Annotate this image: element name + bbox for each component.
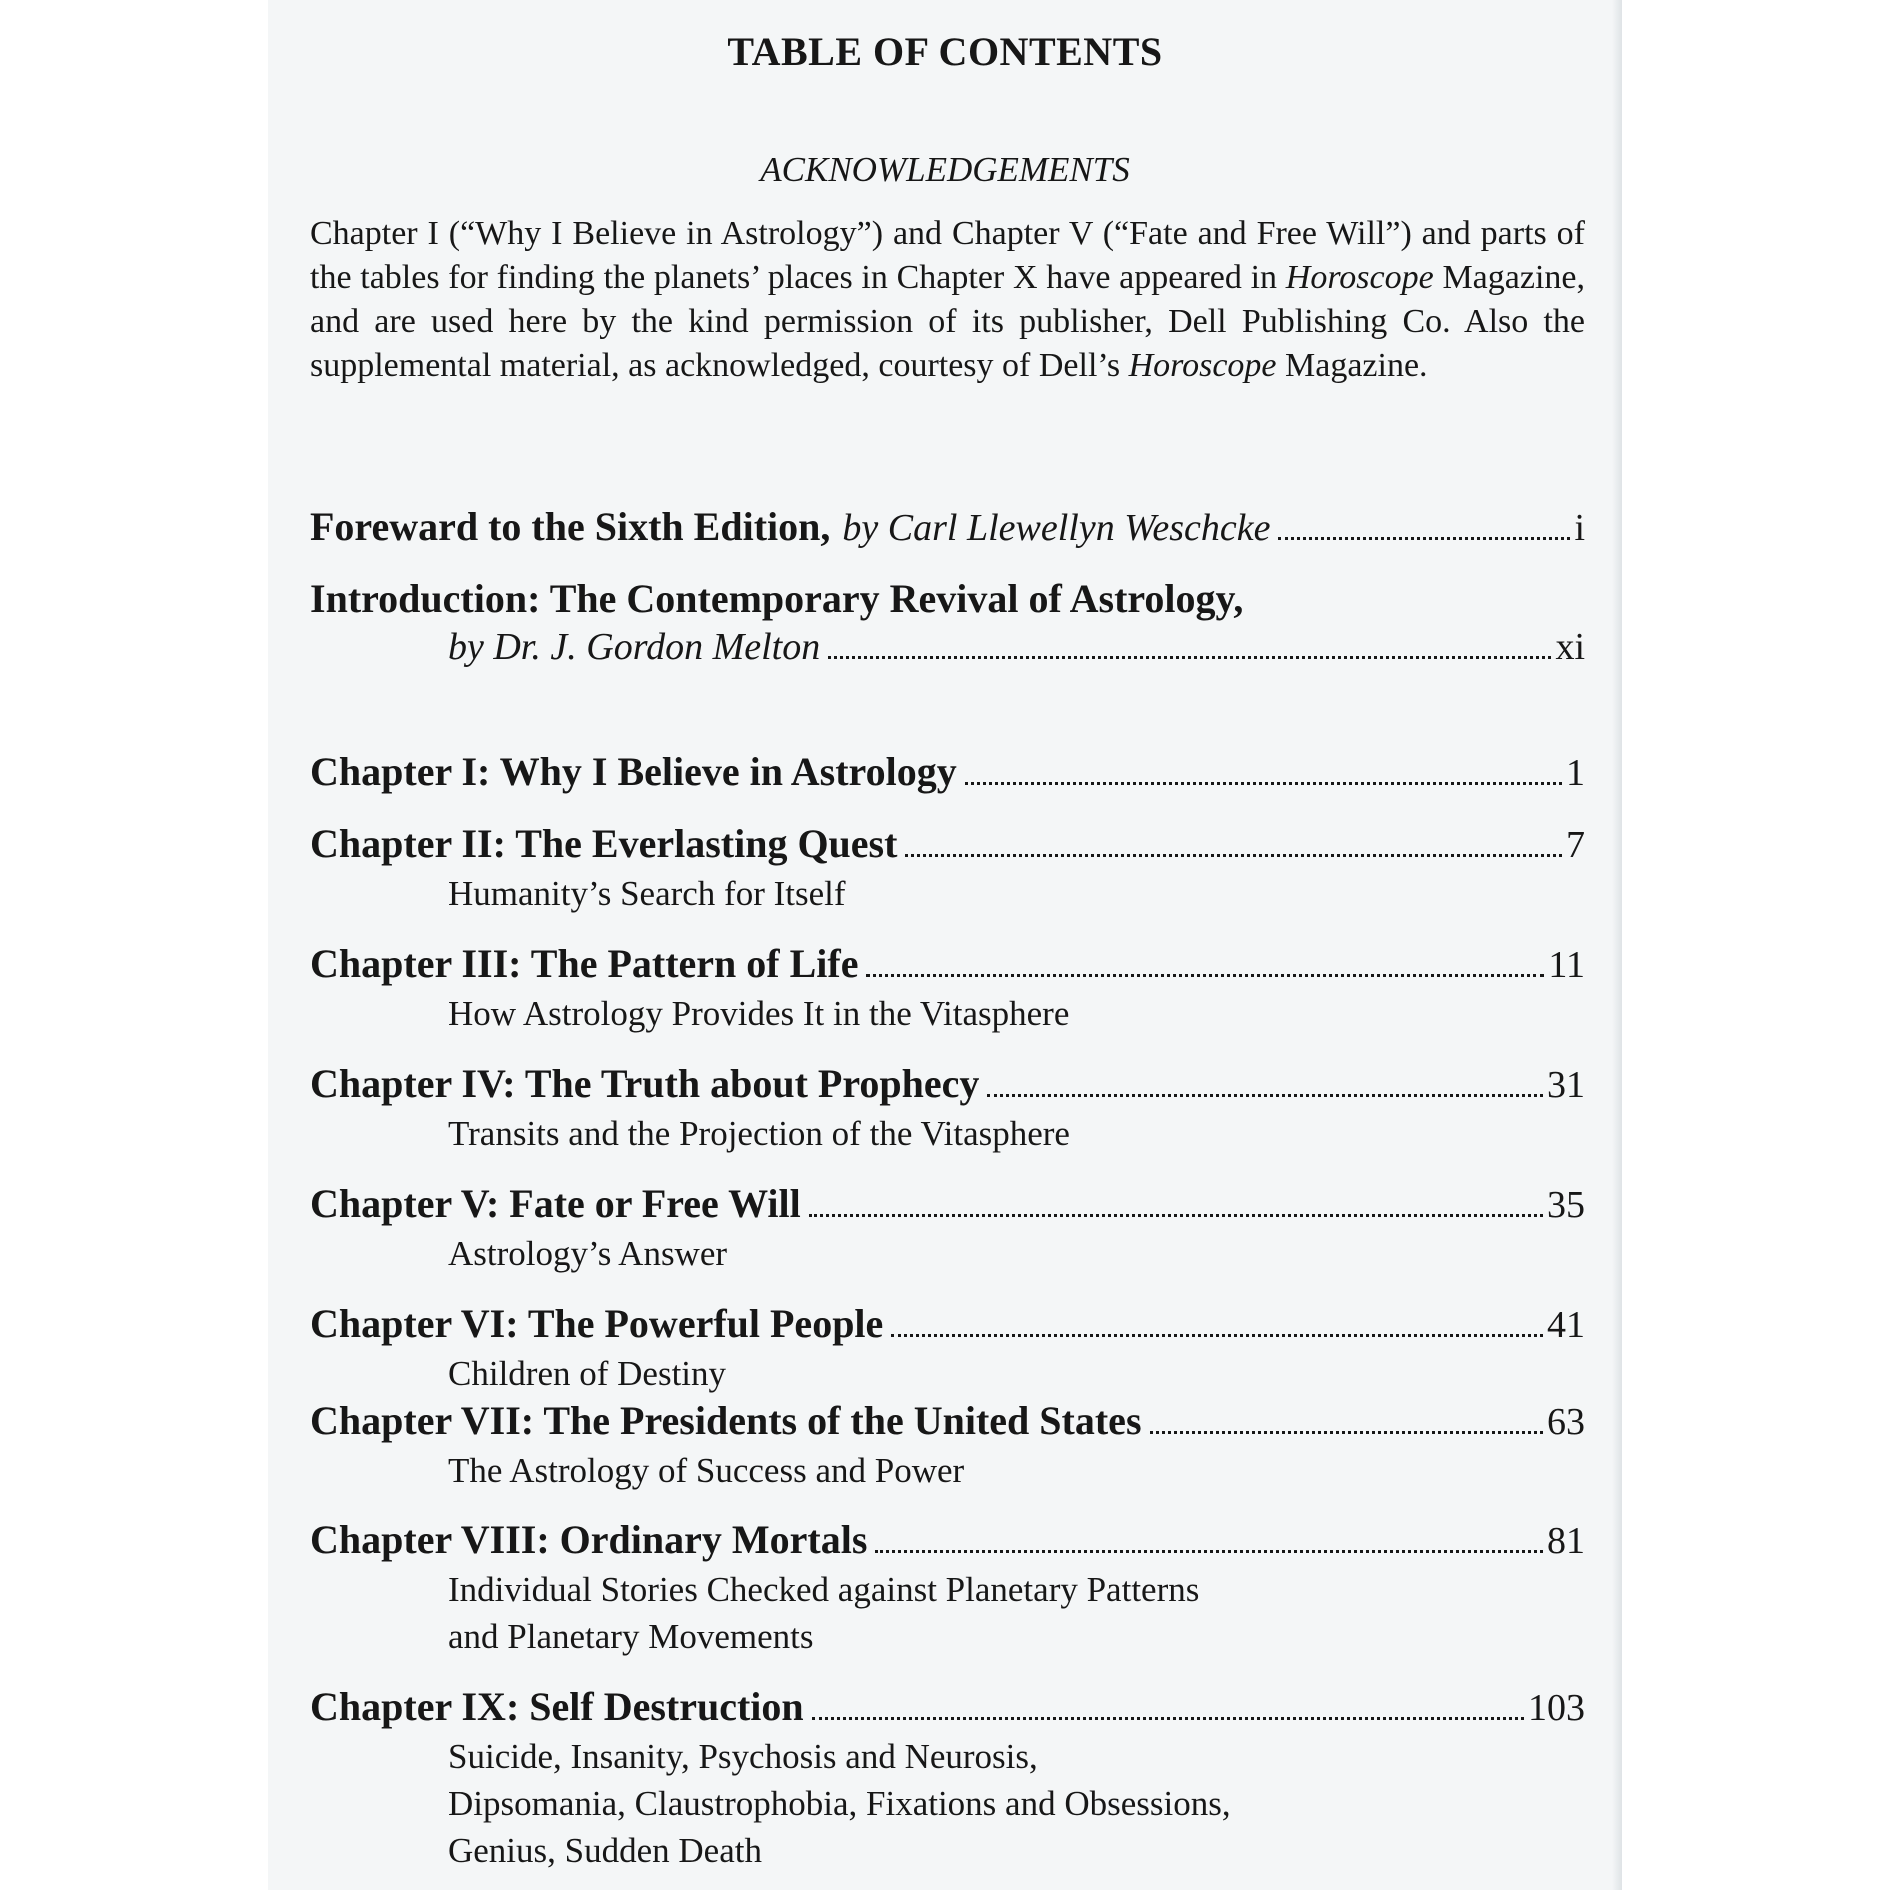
chapter-title: Chapter I: Why I Believe in Astrology [310, 749, 957, 794]
toc-entry-chapter-2 [310, 820, 1585, 917]
chapter-title: Chapter II: The Everlasting Quest [310, 821, 898, 866]
toc-entry-chapter-7 [310, 1397, 1585, 1494]
dot-leader [905, 854, 1562, 857]
entry-title: Foreward to the Sixth Edition, [310, 504, 831, 549]
book-page [268, 0, 1622, 1890]
ack-italic-horoscope-1: Horoscope [1285, 259, 1434, 296]
ack-italic-horoscope-2: Horoscope [1128, 347, 1277, 384]
chapter-title: Chapter VII: The Presidents of the United States [310, 1398, 1142, 1443]
ack-text-part-2: Magazine, and are used here by the kind permission of its publisher, Dell Publishing Co. Also the supplemental material, as acknowledged, courtesy of Dell’s [310, 259, 1585, 384]
chapter-title: Chapter VI: The Powerful People [310, 1301, 884, 1346]
chapter-subtitle: Transits and the Projection of the Vitasphere [448, 1114, 1070, 1153]
dot-leader [1278, 537, 1570, 540]
entry-page-number: xi [1555, 626, 1585, 668]
dot-leader [828, 656, 1551, 659]
dot-leader [891, 1334, 1543, 1337]
chapter-page-number: 31 [1547, 1064, 1585, 1106]
dot-leader [875, 1550, 1543, 1553]
entry-page-number: i [1574, 507, 1585, 549]
entry-author: by Dr. J. Gordon Melton [448, 626, 821, 668]
chapter-page-number: 63 [1547, 1401, 1585, 1443]
dot-leader [987, 1094, 1543, 1097]
chapter-page-number: 7 [1566, 824, 1585, 866]
toc-entry-chapter-1 [310, 748, 1585, 798]
chapter-subtitle: Astrology’s Answer [448, 1234, 728, 1273]
chapter-subtitle-line-2: and Planetary Movements [448, 1617, 814, 1656]
dot-leader [965, 782, 1562, 785]
entry-title: Introduction: The Contemporary Revival of Astrology, [310, 576, 1244, 621]
chapter-subtitle: Children of Destiny [448, 1354, 727, 1393]
toc-entry-chapter-9 [310, 1683, 1585, 1874]
chapter-subtitle-line-1: Suicide, Insanity, Psychosis and Neurosis, [448, 1737, 1038, 1776]
toc-entry-chapter-4 [310, 1060, 1585, 1157]
chapter-subtitle: The Astrology of Success and Power [448, 1451, 965, 1490]
chapter-title: Chapter VIII: Ordinary Mortals [310, 1517, 868, 1562]
entry-author: by Carl Llewellyn Weschcke [842, 507, 1271, 549]
dot-leader [866, 974, 1544, 977]
chapter-subtitle-line-3: Genius, Sudden Death [448, 1831, 762, 1870]
toc-entry-chapter-6 [310, 1300, 1585, 1397]
chapter-page-number: 35 [1547, 1184, 1585, 1226]
chapter-subtitle: How Astrology Provides It in the Vitasphere [448, 994, 1070, 1033]
chapter-page-number: 81 [1547, 1520, 1585, 1562]
chapter-page-number: 11 [1548, 944, 1585, 986]
chapter-subtitle: Humanity’s Search for Itself [448, 874, 846, 913]
toc-entry-chapter-5 [310, 1180, 1585, 1277]
chapter-title: Chapter IV: The Truth about Prophecy [310, 1061, 980, 1106]
ack-text-part-1: Chapter I (“Why I Believe in Astrology”) and Chapter V (“Fate and Free Will”) and parts of the tables for finding the planets’ places in Chapter X have appeared in [310, 215, 1585, 296]
toc-entry-chapter-3 [310, 940, 1585, 1037]
acknowledgements-heading: ACKNOWLEDGEMENTS [760, 150, 1130, 189]
chapter-page-number: 1 [1566, 752, 1585, 794]
chapter-subtitle-line-2: Dipsomania, Claustrophobia, Fixations and Obsessions, [448, 1784, 1231, 1823]
toc-entry-chapter-8 [310, 1516, 1585, 1660]
toc-entry-foreword [310, 503, 1585, 553]
chapter-subtitle-line-1: Individual Stories Checked against Planetary Patterns [448, 1570, 1200, 1609]
ack-text-part-3: Magazine. [1276, 347, 1428, 384]
chapter-title: Chapter III: The Pattern of Life [310, 941, 859, 986]
page-title: TABLE OF CONTENTS [727, 29, 1163, 74]
chapter-title: Chapter IX: Self Destruction [310, 1684, 804, 1729]
dot-leader [812, 1717, 1524, 1720]
toc-entry-introduction [310, 575, 1585, 675]
dot-leader [1150, 1431, 1543, 1434]
chapter-page-number: 103 [1528, 1687, 1585, 1729]
page-edge-shadow-right [1612, 0, 1622, 1890]
dot-leader [809, 1214, 1543, 1217]
chapter-page-number: 41 [1547, 1304, 1585, 1346]
acknowledgements-text [310, 212, 1585, 388]
chapter-title: Chapter V: Fate or Free Will [310, 1181, 801, 1226]
